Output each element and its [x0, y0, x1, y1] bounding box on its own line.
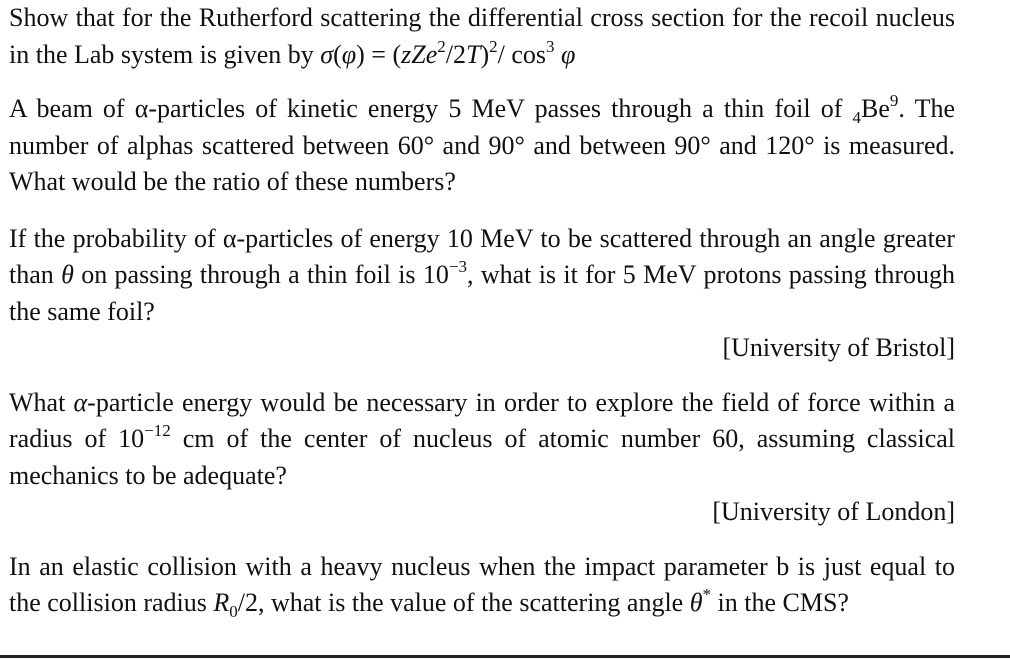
math-subscript: 0: [229, 602, 238, 621]
math-paren: ): [480, 39, 490, 69]
problem-text: cm of the center of nucleus of atomic number 60, assuming classical mechanics to be adequate?: [9, 424, 955, 490]
math-sigma: σ: [320, 39, 334, 69]
document-page: [9, 0, 955, 622]
math-phi: φ: [341, 39, 357, 69]
element-symbol: Be: [861, 94, 890, 123]
math-Z: Z: [411, 39, 426, 69]
math-cos: / cos: [497, 39, 547, 69]
problem-alpha-energy: [9, 385, 955, 495]
bottom-divider: [0, 655, 1010, 658]
math-exponent: −12: [144, 421, 171, 440]
problem-text: Show that for the Rutherford scattering the differential cross section for the recoil nucleus in the Lab system is given by: [9, 3, 955, 69]
problem-scattering-probability: [9, 221, 955, 331]
math-exponent: 2: [437, 36, 446, 56]
problem-text: If the probability of α-particles of energy 10 MeV to be scattered through an angle greater than: [9, 223, 955, 289]
source-attribution: [University of London]: [712, 497, 955, 526]
problem-scattering-angle: [9, 549, 955, 622]
math-divide: /2: [445, 39, 466, 69]
math-equals: ) = (: [356, 39, 402, 69]
problem-text: . The number of alphas scattered between 60° and 90° and between 90° and 120° is measured. What would be the ratio of these numbers?: [9, 94, 955, 196]
problem-rutherford-recoil: [9, 0, 955, 73]
math-paren: (: [333, 39, 342, 69]
problem-text: , what is it for 5 MeV protons passing through the same foil?: [9, 260, 955, 326]
problem-text: in the CMS?: [711, 588, 849, 617]
math-phi: φ: [554, 39, 576, 69]
problem-text: -particle energy would be necessary in order to explore the field of force within a radius of 10: [9, 387, 955, 453]
math-T: T: [466, 39, 481, 69]
math-star: *: [702, 585, 711, 604]
math-alpha: α: [73, 387, 88, 417]
math-R: R: [213, 588, 230, 617]
problem-text: on passing through a thin foil is 10: [73, 260, 449, 289]
math-theta: θ: [61, 260, 74, 289]
math-exponent: 2: [489, 36, 498, 56]
problem-text: A beam of α-particles of kinetic energy 5 MeV passes through a thin foil of: [9, 94, 853, 123]
math-exponent: −3: [448, 257, 467, 276]
source-attribution: [University of Bristol]: [722, 333, 955, 362]
problem-text: /2, what is the value of the scattering angle: [237, 588, 690, 617]
mass-number: 9: [889, 91, 899, 110]
math-exponent: 3: [546, 36, 555, 56]
problem-text: In an elastic collision with a heavy nucleus when the impact parameter b is just equal to the collision radius: [9, 551, 955, 617]
math-e: e: [425, 39, 438, 69]
atomic-number: 4: [852, 108, 861, 127]
problem-text: What: [9, 387, 74, 417]
problem-alpha-foil-ratio: [9, 91, 955, 201]
math-z: z: [401, 39, 412, 69]
math-theta: θ: [689, 588, 703, 617]
